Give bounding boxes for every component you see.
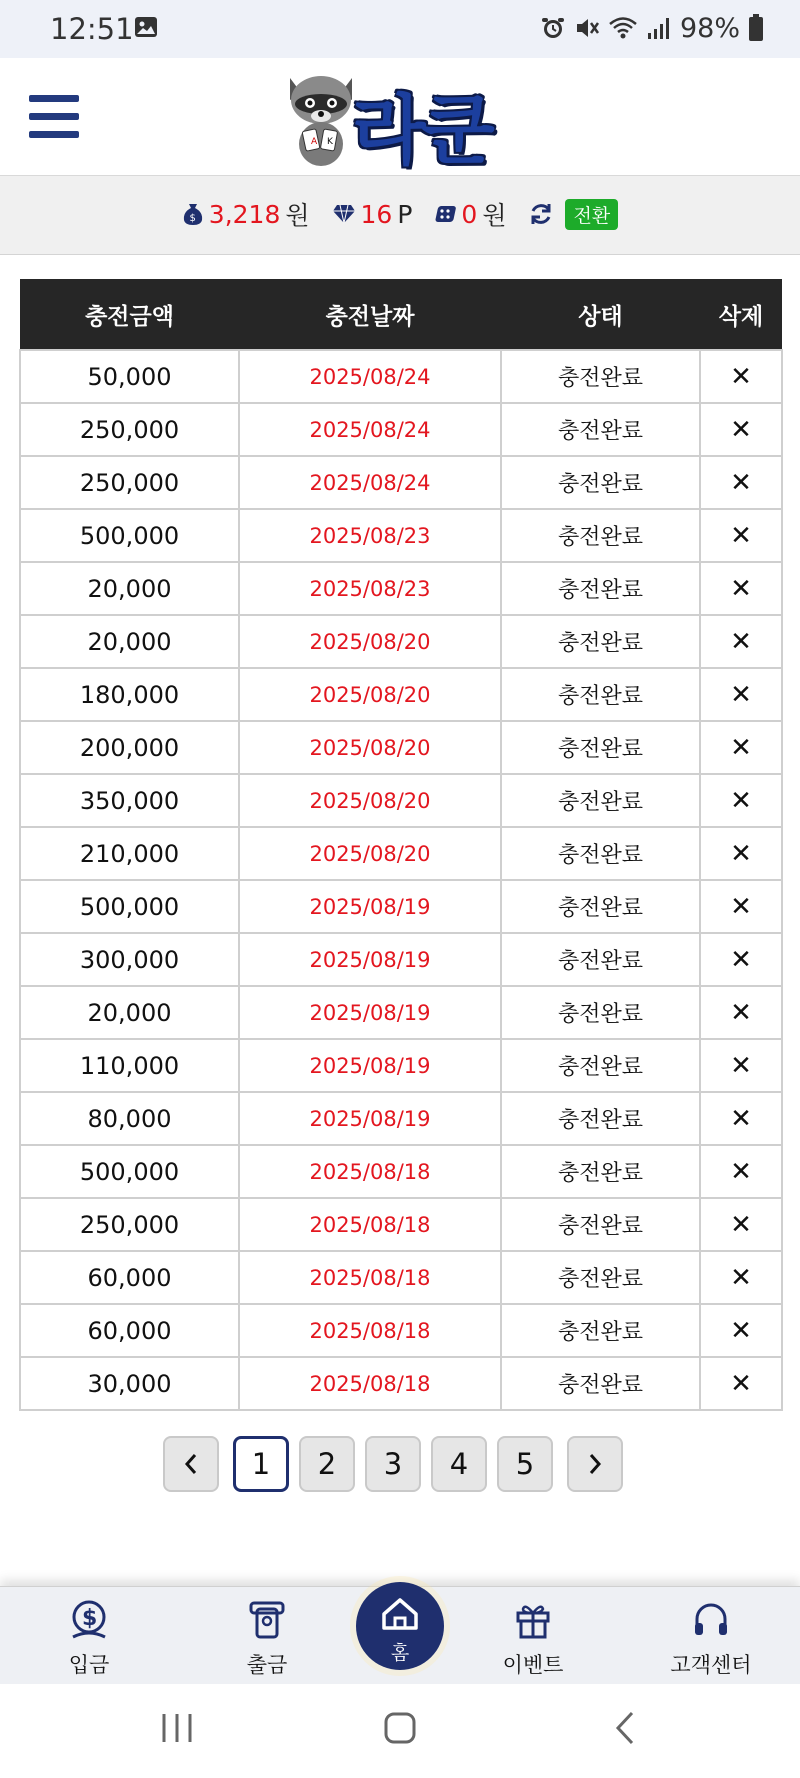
delete-button[interactable]: ✕ [700, 668, 782, 721]
delete-button[interactable]: ✕ [700, 1145, 782, 1198]
table-row [20, 1251, 782, 1304]
delete-button[interactable]: ✕ [700, 880, 782, 933]
svg-text:$: $ [189, 213, 196, 224]
money-bag-icon [182, 202, 204, 226]
status-cell: 충전완료 [501, 615, 700, 668]
delete-button[interactable]: ✕ [700, 1039, 782, 1092]
hamburger-menu-icon[interactable] [29, 95, 79, 139]
prev-page-button[interactable] [163, 1436, 219, 1492]
delete-button[interactable]: ✕ [700, 774, 782, 827]
recent-apps-icon[interactable] [160, 1710, 194, 1746]
deposit-coin-icon [69, 1599, 109, 1643]
table-body [20, 350, 782, 1410]
site-logo[interactable] [282, 62, 522, 175]
amount-cell: 200,000 [20, 721, 239, 774]
nav-home-label: 홈 [390, 1642, 410, 1664]
table-row [20, 1198, 782, 1251]
nav-support[interactable] [656, 1593, 766, 1681]
date-cell: 2025/08/19 [239, 986, 501, 1039]
header-delete: 삭제 [700, 279, 782, 350]
battery-icon [748, 14, 764, 42]
amount-cell: 60,000 [20, 1304, 239, 1357]
status-cell: 충전완료 [501, 403, 700, 456]
gallery-notification-icon [134, 16, 158, 38]
header-amount: 충전금액 [20, 279, 239, 350]
date-cell: 2025/08/20 [239, 615, 501, 668]
table-row [20, 1145, 782, 1198]
table-row [20, 721, 782, 774]
amount-cell: 500,000 [20, 1145, 239, 1198]
table-header-row [20, 279, 782, 350]
status-cell: 충전완료 [501, 721, 700, 774]
date-cell: 2025/08/20 [239, 827, 501, 880]
status-cell: 충전완료 [501, 509, 700, 562]
nav-withdraw-label: 출금 [246, 1653, 288, 1677]
date-cell: 2025/08/19 [239, 1039, 501, 1092]
status-right [540, 12, 764, 44]
status-cell: 충전완료 [501, 1357, 700, 1410]
date-cell: 2025/08/18 [239, 1145, 501, 1198]
status-cell: 충전완료 [501, 986, 700, 1039]
amount-cell: 180,000 [20, 668, 239, 721]
amount-cell: 500,000 [20, 509, 239, 562]
date-cell: 2025/08/24 [239, 403, 501, 456]
table-row [20, 350, 782, 403]
diamond-icon [332, 204, 356, 224]
delete-button[interactable]: ✕ [700, 403, 782, 456]
amount-cell: 110,000 [20, 1039, 239, 1092]
amount-cell: 20,000 [20, 562, 239, 615]
delete-button[interactable]: ✕ [700, 509, 782, 562]
amount-cell: 30,000 [20, 1357, 239, 1410]
date-cell: 2025/08/20 [239, 668, 501, 721]
amount-cell: 20,000 [20, 615, 239, 668]
status-cell: 충전완료 [501, 827, 700, 880]
raccoon-mascot-icon [282, 64, 360, 168]
header-date: 충전날짜 [239, 279, 501, 350]
logo-text: 라쿤 [352, 86, 491, 175]
date-cell: 2025/08/19 [239, 1092, 501, 1145]
balance-bar [0, 176, 800, 255]
headset-icon [691, 1599, 731, 1643]
svg-text:$: $ [82, 1606, 98, 1631]
delete-button[interactable]: ✕ [700, 721, 782, 774]
amount-cell: 80,000 [20, 1092, 239, 1145]
amount-cell: 250,000 [20, 456, 239, 509]
wifi-icon [608, 15, 638, 41]
amount-cell: 300,000 [20, 933, 239, 986]
header-status: 상태 [501, 279, 700, 350]
points-balance: 16 [360, 199, 393, 229]
delete-button[interactable]: ✕ [700, 350, 782, 403]
convert-button[interactable]: 전환 [565, 199, 618, 230]
chips-icon [434, 203, 456, 225]
table-row [20, 933, 782, 986]
next-page-button[interactable] [567, 1436, 623, 1492]
amount-cell: 500,000 [20, 880, 239, 933]
nav-deposit[interactable] [34, 1593, 144, 1681]
app-header [0, 58, 800, 176]
delete-button[interactable]: ✕ [700, 1092, 782, 1145]
date-cell: 2025/08/18 [239, 1251, 501, 1304]
delete-button[interactable]: ✕ [700, 986, 782, 1039]
status-cell: 충전완료 [501, 880, 700, 933]
amount-cell: 350,000 [20, 774, 239, 827]
nav-event[interactable] [478, 1593, 588, 1681]
nav-support-label: 고객센터 [670, 1653, 752, 1677]
status-cell: 충전완료 [501, 774, 700, 827]
table-row [20, 1304, 782, 1357]
gift-icon [513, 1599, 553, 1643]
status-cell: 충전완료 [501, 1251, 700, 1304]
status-cell: 충전완료 [501, 1198, 700, 1251]
table-row [20, 509, 782, 562]
status-cell: 충전완료 [501, 1304, 700, 1357]
date-cell: 2025/08/20 [239, 774, 501, 827]
date-cell: 2025/08/23 [239, 509, 501, 562]
mute-icon [574, 15, 600, 41]
table-row [20, 880, 782, 933]
delete-button[interactable]: ✕ [700, 1357, 782, 1410]
amount-cell: 20,000 [20, 986, 239, 1039]
chevron-right-icon [586, 1452, 604, 1476]
table-row [20, 403, 782, 456]
nav-deposit-label: 입금 [68, 1653, 110, 1677]
status-cell: 충전완료 [501, 1145, 700, 1198]
chips-unit: 원 [482, 201, 507, 230]
refresh-icon[interactable] [528, 201, 554, 227]
amount-cell: 210,000 [20, 827, 239, 880]
battery-percent: 98% [679, 12, 740, 44]
back-icon[interactable] [610, 1710, 644, 1746]
delete-button[interactable]: ✕ [700, 456, 782, 509]
delete-button[interactable]: ✕ [700, 1198, 782, 1251]
amount-cell: 60,000 [20, 1251, 239, 1304]
deposit-history-table [19, 279, 783, 1411]
date-cell: 2025/08/23 [239, 562, 501, 615]
delete-button[interactable]: ✕ [700, 562, 782, 615]
date-cell: 2025/08/18 [239, 1304, 501, 1357]
pagination [159, 1436, 627, 1494]
nav-home-button[interactable] [356, 1582, 444, 1670]
table-row [20, 456, 782, 509]
table-row [20, 668, 782, 721]
date-cell: 2025/08/24 [239, 456, 501, 509]
money-unit: 원 [285, 201, 310, 230]
home-icon [380, 1594, 420, 1634]
chevron-left-icon [182, 1452, 200, 1476]
amount-cell: 250,000 [20, 1198, 239, 1251]
status-cell: 충전완료 [501, 1039, 700, 1092]
page-3-button[interactable]: 3 [365, 1436, 421, 1492]
status-cell: 충전완료 [501, 456, 700, 509]
page-2-button[interactable]: 2 [299, 1436, 355, 1492]
date-cell: 2025/08/18 [239, 1198, 501, 1251]
date-cell: 2025/08/24 [239, 350, 501, 403]
date-cell: 2025/08/19 [239, 880, 501, 933]
page-5-button[interactable]: 5 [497, 1436, 553, 1492]
money-balance: 3,218 [208, 199, 281, 229]
withdraw-atm-icon [247, 1599, 287, 1643]
status-cell: 충전완료 [501, 562, 700, 615]
signal-icon [646, 15, 672, 41]
page-4-button[interactable]: 4 [431, 1436, 487, 1492]
table-row [20, 1092, 782, 1145]
table-row [20, 827, 782, 880]
table-row [20, 615, 782, 668]
alarm-icon [540, 15, 566, 41]
table-row [20, 1039, 782, 1092]
system-nav-bar [0, 1684, 800, 1778]
status-cell: 충전완료 [501, 933, 700, 986]
amount-cell: 250,000 [20, 403, 239, 456]
status-cell: 충전완료 [501, 668, 700, 721]
delete-button[interactable]: ✕ [700, 615, 782, 668]
table-row [20, 774, 782, 827]
status-bar [0, 0, 800, 58]
status-cell: 충전완료 [501, 350, 700, 403]
points-unit: P [397, 199, 413, 229]
table-row [20, 1357, 782, 1410]
delete-button[interactable]: ✕ [700, 1251, 782, 1304]
table-row [20, 562, 782, 615]
delete-button[interactable]: ✕ [700, 933, 782, 986]
svg-text:A: A [311, 137, 318, 147]
date-cell: 2025/08/19 [239, 933, 501, 986]
chips-balance: 0 [461, 199, 478, 229]
delete-button[interactable]: ✕ [700, 827, 782, 880]
date-cell: 2025/08/18 [239, 1357, 501, 1410]
home-system-icon[interactable] [383, 1710, 417, 1746]
status-cell: 충전완료 [501, 1092, 700, 1145]
page-1-button[interactable]: 1 [233, 1436, 289, 1492]
status-time: 12:51 [50, 12, 134, 46]
nav-event-label: 이벤트 [502, 1653, 564, 1677]
date-cell: 2025/08/20 [239, 721, 501, 774]
svg-text:K: K [327, 137, 333, 147]
delete-button[interactable]: ✕ [700, 1304, 782, 1357]
table-row [20, 986, 782, 1039]
amount-cell: 50,000 [20, 350, 239, 403]
nav-withdraw[interactable] [212, 1593, 322, 1681]
